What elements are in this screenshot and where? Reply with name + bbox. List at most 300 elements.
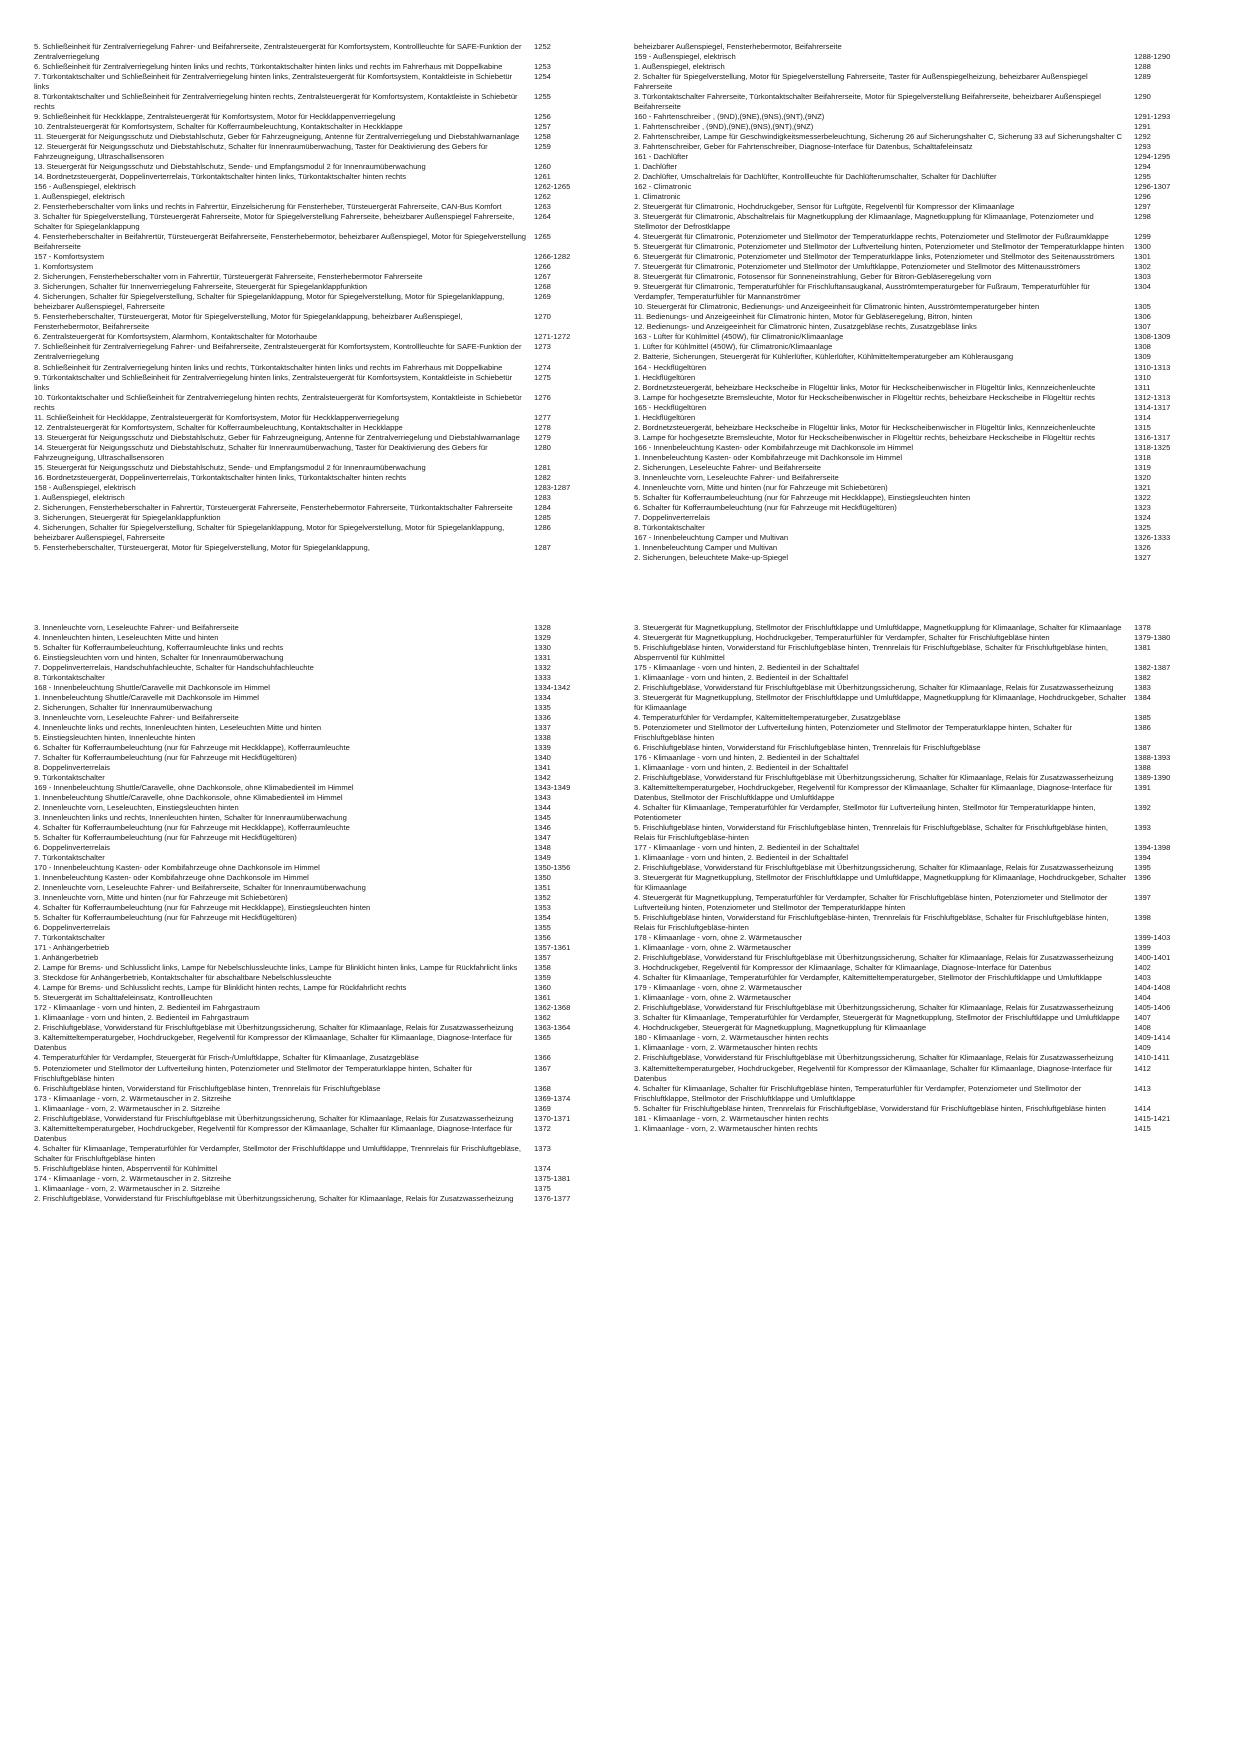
index-entry-pages: 1318 — [1134, 452, 1151, 462]
index-entry-pages: 1265 — [534, 232, 551, 242]
index-entry — [34, 1114, 606, 1124]
index-entry-pages: 1256 — [534, 112, 551, 122]
index-entry-pages: 1362 — [534, 1013, 551, 1023]
index-entry-label: 3. Sicherungen, Steuergerät für Spiegelanklappfunktion — [34, 512, 221, 522]
index-entry — [34, 393, 606, 413]
index-entry-label: 4. Lampe für Brems- und Schlusslicht rechts, Lampe für Blinklicht hinten rechts, Lampe für Rückfahrlicht rechts — [34, 983, 407, 993]
index-entry-label: 2. Dachlüfter, Umschaltrelais für Dachlüfter, Kontrollleuchte für Dachlüfterumschalter, Schalter für Dachlüfter — [634, 172, 997, 182]
index-entry — [634, 673, 1206, 683]
index-entry-pages: 1285 — [534, 512, 551, 522]
index-entry-label: 2. Frischluftgebläse, Vorwiderstand für Frischluftgebläse mit Überhitzungssicherung, Schalter für Klimaanlage, Relais für Zusatzwasserheizung — [34, 1193, 514, 1203]
index-entry-pages: 1399 — [1134, 943, 1151, 953]
index-entry — [34, 513, 606, 523]
index-entry — [634, 252, 1206, 262]
index-entry — [34, 92, 606, 112]
index-entry — [34, 332, 606, 342]
index-entry-pages: 1301 — [1134, 252, 1151, 262]
index-entry — [634, 743, 1206, 753]
index-entry-label: 10. Zentralsteuergerät für Komfortsystem, Schalter für Kofferraumbeleuchtung, Kontaktschalter in Heckklappe — [34, 122, 403, 132]
index-entry — [34, 122, 606, 132]
index-entry-label: 8. Schließeinheit für Zentralverriegelung hinten links und rechts, Türkontaktschalter hinten links und rechts im Fahrerhaus mit Doppelkabine — [34, 362, 503, 372]
index-entry-pages: 1379-1380 — [1134, 632, 1171, 642]
index-entry-label: 7. Türkontaktschalter und Schließeinheit für Zentralverriegelung hinten links, Zentralsteuergerät für Komfortsystem, Kontaktleiste in Schiebetür links — [34, 72, 513, 92]
index-entry — [634, 383, 1206, 393]
index-entry-pages: 1387 — [1134, 743, 1151, 752]
upper-left-column — [34, 42, 606, 563]
index-entry — [34, 62, 606, 72]
index-entry-label: 3. Steckdose für Anhängerbetrieb, Kontaktschalter für abschaltbare Nebelschlussleuchte — [34, 973, 332, 983]
index-entry-pages: 1354 — [534, 913, 551, 923]
index-entry — [34, 643, 606, 653]
index-entry-pages: 1381 — [1134, 642, 1151, 652]
index-entry-label: 3. Steuergerät für Magnetkupplung, Stellmotor der Frischluftklappe und Umluftklappe, Magnetkupplung für Klimaanlage, Hochdruckgeber, Schalter für Klimaanlage — [634, 692, 1127, 712]
index-entry — [34, 493, 606, 503]
index-entry — [34, 763, 606, 773]
index-entry-label: 2. Innenleuchte vorn, Leseleuchte Fahrer- und Beifahrerseite, Schalter für Innenraumüberwachung — [34, 883, 366, 893]
index-entry — [634, 983, 1206, 993]
index-entry-label: 1. Lüfter für Kühlmittel (450W), für Climatronic/Klimaanlage — [634, 342, 833, 352]
index-entry-pages: 1384 — [1134, 692, 1151, 702]
index-entry — [634, 132, 1206, 142]
index-entry-label: 4. Steuergerät für Magnetkupplung, Temperaturfühler für Verdampfer, Schalter für Frischluftgebläse hinten, Potenziometer und Stellmotor der Luftverteilung hinten, Potenziometer und Stellmotor der Temperaturklappe hinten — [634, 893, 1108, 913]
index-entry-pages: 1290 — [1134, 92, 1151, 102]
index-entry-pages: 1375 — [534, 1183, 551, 1193]
index-entry-label: 3. Innenleuchte vorn, Mitte und hinten (nur für Fahrzeuge mit Schiebetüren) — [34, 893, 288, 903]
index-entry — [34, 893, 606, 903]
index-entry-pages: 1308 — [1134, 342, 1151, 352]
index-entry-pages: 1314 — [1134, 412, 1151, 422]
index-entry-pages: 1333 — [534, 672, 551, 682]
index-entry-label: 5. Schalter für Kofferraumbeleuchtung (nur für Fahrzeuge mit Heckklappe), Einstiegsleuchten hinten — [634, 492, 971, 502]
index-entry — [34, 433, 606, 443]
index-entry — [634, 803, 1206, 823]
index-entry — [634, 1104, 1206, 1114]
index-entry-pages: 1312-1313 — [1134, 392, 1171, 402]
index-entry-pages: 1322 — [1134, 492, 1151, 502]
index-entry-label: 5. Schalter für Kofferraumbeleuchtung, Kofferraumleuchte links und rechts — [34, 642, 284, 652]
index-entry-label: 2. Steuergerät für Climatronic, Hochdruckgeber, Sensor für Luftgüte, Regelventil für Kompressor der Klimaanlage — [634, 202, 1015, 212]
index-entry-pages: 1266 — [534, 262, 551, 272]
index-entry-label: 1. Klimaanlage - vorn und hinten, 2. Bedienteil im Fahrgastraum — [34, 1013, 249, 1023]
index-entry — [634, 963, 1206, 973]
index-entry — [34, 373, 606, 393]
index-entry-label: 3. Kältemitteltemperaturgeber, Hochdruckgeber, Regelventil für Kompressor der Klimaanlage, Schalter für Klimaanlage, Diagnose-Interface für Datenbus — [34, 1033, 513, 1053]
index-entry-label: 2. Sicherungen, beleuchtete Make-up-Spiegel — [634, 552, 789, 562]
index-entry-pages: 1365 — [534, 1033, 551, 1043]
index-entry — [634, 212, 1206, 232]
index-entry-label: 2. Bordnetzsteuergerät, beheizbare Heckscheibe in Flügeltür links, Motor für Heckscheibenwischer in Flügeltür links, Kennzeichenleuchte — [634, 382, 1096, 392]
index-entry — [634, 463, 1206, 473]
index-entry-pages: 1363-1364 — [534, 1023, 571, 1033]
index-entry-pages: 1361 — [534, 993, 551, 1003]
index-entry-label: 1. Komfortsystem — [34, 262, 94, 272]
index-entry — [634, 633, 1206, 643]
index-entry — [634, 473, 1206, 483]
index-entry — [34, 1053, 606, 1063]
index-entry-label: 7. Türkontaktschalter — [34, 853, 105, 863]
index-entry-label: 6. Frischluftgebläse hinten, Vorwiderstand für Frischluftgebläse hinten, Trennrelais für Frischluftgebläse — [634, 743, 981, 752]
index-entry — [634, 1114, 1206, 1124]
index-entry — [634, 42, 1206, 52]
index-entry — [34, 993, 606, 1003]
index-entry — [34, 933, 606, 943]
index-entry-label: 176 - Klimaanlage - vorn und hinten, 2. Bedienteil in der Schalttafel — [634, 753, 859, 763]
index-entry-label: 3. Kältemitteltemperaturgeber, Hochdruckgeber, Regelventil für Kompressor der Klimaanlage, Schalter für Klimaanlage, Diagnose-Interface für Datenbus, Stellmotor der Frischluftklappe und Umluftklappe — [634, 783, 1113, 803]
index-entry — [34, 112, 606, 122]
index-entry — [634, 1053, 1206, 1063]
index-entry-pages: 1274 — [534, 362, 551, 372]
index-entry-pages: 1269 — [534, 292, 551, 302]
index-entry-pages: 1369-1374 — [534, 1093, 571, 1103]
index-entry — [634, 763, 1206, 773]
index-entry — [634, 393, 1206, 403]
index-entry-pages: 1283 — [534, 492, 551, 502]
index-entry-pages: 1277 — [534, 412, 551, 422]
index-entry-label: 1. Klimaanlage - vorn, 2. Wärmetauscher in 2. Sitzreihe — [34, 1183, 221, 1193]
index-entry-pages: 1394 — [1134, 853, 1151, 863]
index-entry-label: 3. Lampe für hochgesetzte Bremsleuchte, Motor für Heckscheibenwischer in Flügeltür rechts, beheizbare Heckscheibe in Flügeltür rechts — [634, 392, 1095, 402]
index-entry-pages: 1353 — [534, 903, 551, 913]
index-entry-pages: 1295 — [1134, 172, 1151, 182]
index-entry — [634, 783, 1206, 803]
index-entry — [34, 793, 606, 803]
index-entry — [634, 533, 1206, 543]
index-entry-pages: 1350-1356 — [534, 863, 571, 873]
index-entry-label: 161 - Dachlüfter — [634, 152, 689, 162]
index-entry — [634, 823, 1206, 843]
index-entry-pages: 1366 — [534, 1053, 551, 1063]
index-entry-pages: 1314-1317 — [1134, 402, 1171, 412]
index-entry — [634, 312, 1206, 322]
index-entry-label: 4. Schalter für Klimaanlage, Schalter für Frischluftgebläse hinten, Temperaturfühler für Verdampfer, Potenziometer und Stellmotor der Frischluftklappe, Stellmotor der Frischluftklappe und Umluftklappe — [634, 1083, 1082, 1103]
index-entry-label: 2. Sicherungen, Leseleuchte Fahrer- und Beifahrerseite — [634, 462, 822, 472]
index-entry-pages: 1266-1282 — [534, 252, 571, 262]
index-entry-label: 178 - Klimaanlage - vorn, ohne 2. Wärmetauscher — [634, 933, 802, 943]
index-entry-label: 2. Frischluftgebläse, Vorwiderstand für Frischluftgebläse mit Überhitzungssicherung, Schalter für Klimaanlage, Relais für Zusatzwasserheizung — [634, 1003, 1114, 1013]
index-entry-label: 5. Frischluftgebläse hinten, Absperrventil für Kühlmittel — [34, 1163, 218, 1173]
index-entry — [34, 663, 606, 673]
index-entry-pages: 1255 — [534, 92, 551, 102]
index-entry-pages: 1296-1307 — [1134, 182, 1171, 192]
index-entry — [34, 773, 606, 783]
index-entry-label: 6. Einstiegsleuchten vorn und hinten, Schalter für Innenraumüberwachung — [34, 652, 284, 662]
index-entry-label: 9. Türkontaktschalter und Schließeinheit für Zentralverriegelung hinten links, Zentralsteuergerät für Komfortsystem, Kontaktleiste in Schiebetür links — [34, 372, 513, 392]
index-entry-label: 12. Zentralsteuergerät für Komfortsystem, Schalter für Kofferraumbeleuchtung, Kontaktschalter in Heckklappe — [34, 422, 403, 432]
index-entry-label: 15. Steuergerät für Neigungsschutz und Diebstahlschutz, Sende- und Empfangsmodul 2 für Innenraumüberwachung — [34, 462, 426, 472]
index-entry-pages: 1286 — [534, 522, 551, 532]
index-entry — [34, 1144, 606, 1164]
index-entry-pages: 1292 — [1134, 132, 1151, 142]
index-entry-pages: 1409-1414 — [1134, 1033, 1171, 1043]
index-entry-label: 12. Bedienungs- und Anzeigeeinheit für Climatronic hinten, Zusatzgebläse rechts, Zusatzgebläse links — [634, 322, 977, 332]
index-entry-label: 162 - Climatronic — [634, 182, 692, 192]
index-entry — [34, 943, 606, 953]
index-entry-label: 179 - Klimaanlage - vorn, ohne 2. Wärmetauscher — [634, 983, 802, 993]
index-entry — [34, 733, 606, 743]
index-entry-pages: 1273 — [534, 342, 551, 352]
index-entry-pages: 1252 — [534, 42, 551, 51]
index-entry-label: 2. Innenleuchte vorn, Leseleuchten, Einstiegsleuchten hinten — [34, 803, 239, 813]
index-entry-pages: 1355 — [534, 923, 551, 933]
index-entry-label: 5. Potenziometer und Stellmotor der Luftverteilung hinten, Potenziometer und Stellmotor der Temperaturklappe hinten, Schalter für Frischluftgebläse hinten — [634, 722, 1073, 742]
index-entry — [34, 743, 606, 753]
index-entry-label: 1. Klimaanlage - vorn und hinten, 2. Bedienteil in der Schalttafel — [634, 763, 849, 773]
index-entry-label: 4. Schalter für Klimaanlage, Temperaturfühler für Verdampfer, Kältemitteltemperaturgeber, Stellmotor der Frischluftklappe und Umluftklappe — [634, 973, 1102, 983]
index-entry — [634, 322, 1206, 332]
index-entry-pages: 1308-1309 — [1134, 332, 1171, 342]
index-entry-label: 6. Steuergerät für Climatronic, Potenziometer und Stellmotor der Temperaturklappe links, Potenziometer und Stellmotor des Seitenausströmers — [634, 252, 1115, 262]
index-entry — [634, 953, 1206, 963]
index-entry-pages: 1283-1287 — [534, 482, 571, 492]
index-entry — [34, 1194, 606, 1204]
index-entry-label: 5. Steuergerät für Climatronic, Potenziometer und Stellmotor der Luftverteilung hinten, Potenziometer und Stellmotor der Temperaturklappe hinten — [634, 242, 1124, 252]
index-entry-pages: 1386 — [1134, 722, 1151, 732]
index-entry-pages: 1280 — [534, 442, 551, 452]
index-entry-label: 12. Steuergerät für Neigungsschutz und Diebstahlschutz, Schalter für Innenraumüberwachung, Taster für Deaktivierung des Gebers für Fahrzeugneigung, Ultraschallsensoren — [34, 142, 488, 162]
index-entry-label: 1. Innenbeleuchtung Kasten- oder Kombifahrzeuge mit Dachkonsole im Himmel — [634, 452, 903, 462]
index-entry-label: 2. Frischluftgebläse, Vorwiderstand für Frischluftgebläse mit Überhitzungssicherung, Schalter für Klimaanlage, Relais für Zusatzwasserheizung — [634, 773, 1114, 783]
index-entry — [634, 423, 1206, 433]
index-entry-pages: 1262 — [534, 192, 551, 202]
index-entry — [634, 342, 1206, 352]
index-entry-pages: 1289 — [1134, 72, 1151, 82]
index-entry-label: 5. Fensterheberschalter, Türsteuergerät, Motor für Spiegelverstellung, Motor für Spiegelanklappung, — [34, 542, 370, 552]
index-entry — [34, 312, 606, 332]
index-entry — [634, 1124, 1206, 1134]
index-entry — [34, 232, 606, 252]
index-entry — [34, 1104, 606, 1114]
index-entry — [34, 1033, 606, 1053]
index-entry — [634, 453, 1206, 463]
index-entry-pages: 1306 — [1134, 312, 1151, 322]
index-entry-pages: 1281 — [534, 462, 551, 472]
index-entry-label: 1. Klimaanlage - vorn, 2. Wärmetauscher in 2. Sitzreihe — [34, 1103, 221, 1113]
index-entry-label: 3. Steuergerät für Climatronic, Abschaltrelais für Magnetkupplung der Klimaanlage, Magnetkupplung für Klimaanlage, Potenziometer und Stellmotor der Defrostklappe — [634, 212, 1094, 232]
index-entry-pages: 1403 — [1134, 973, 1151, 983]
index-entry-pages: 1319 — [1134, 462, 1151, 472]
index-entry-pages: 1415-1421 — [1134, 1113, 1171, 1123]
index-entry — [34, 252, 606, 262]
index-entry — [34, 753, 606, 763]
index-entry — [34, 1164, 606, 1174]
index-entry-pages: 1348 — [534, 843, 551, 853]
index-entry-pages: 1412 — [1134, 1063, 1151, 1073]
index-entry-label: 6. Schalter für Kofferraumbeleuchtung (nur für Fahrzeuge mit Heckklappe), Kofferraumleuchte — [34, 743, 350, 752]
index-entry — [34, 823, 606, 833]
index-entry — [34, 463, 606, 473]
index-entry-pages: 1282 — [534, 472, 551, 482]
index-entry-label: 5. Schließeinheit für Zentralverriegelung Fahrer- und Beifahrerseite, Zentralsteuergerät für Komfortsystem, Kontrollleuchte für SAFE-Funktion der Zentralverriegelung — [34, 42, 522, 62]
index-entry-pages: 1408 — [1134, 1023, 1151, 1033]
index-entry-label: 5. Schalter für Frischluftgebläse hinten, Trennrelais für Frischluftgebläse, Vorwiderstand für Frischluftgebläse hinten, Frischluftgebläse hinten — [634, 1103, 1106, 1113]
index-entry-pages: 1383 — [1134, 682, 1151, 692]
index-entry-pages: 1396 — [1134, 873, 1151, 883]
index-entry-pages: 1391 — [1134, 783, 1151, 793]
index-entry — [634, 413, 1206, 423]
index-entry-label: 2. Fensterheberschalter vorn links und rechts in Fahrertür, Einzelsicherung für Fensterheber, Türsteuergerät Fahrerseite, CAN-Bus Komfort — [34, 202, 502, 212]
index-entry-label: 3. Fahrtenschreiber, Geber für Fahrtenschreiber, Diagnose-Interface für Datenbus, Schalttafeleinsatz — [634, 142, 973, 152]
index-entry — [34, 182, 606, 192]
index-entry-pages: 1397 — [1134, 893, 1151, 903]
index-entry — [634, 553, 1206, 563]
index-entry-pages: 1404 — [1134, 993, 1151, 1003]
index-entry-pages: 1395 — [1134, 863, 1151, 873]
index-entry-label: 2. Bordnetzsteuergerät, beheizbare Heckscheibe in Flügeltür links, Motor für Heckscheibenwischer in Flügeltür links, Kennzeichenleuchte — [634, 422, 1096, 432]
index-entry-label: 11. Schließeinheit für Heckklappe, Zentralsteuergerät für Komfortsystem, Motor für Heckklappenverriegelung — [34, 412, 399, 422]
index-entry-label: 3. Lampe für hochgesetzte Bremsleuchte, Motor für Heckscheibenwischer in Flügeltür rechts, beheizbare Heckscheibe in Flügeltür rechts — [634, 432, 1095, 442]
index-entry — [634, 403, 1206, 413]
index-entry-pages: 1291 — [1134, 122, 1151, 132]
index-entry-label: 4. Schalter für Klimaanlage, Temperaturfühler für Verdampfer, Stellmotor der Frischluftklappe und Umluftklappe, Trennrelais für Frischluftgebläse, Schalter für Frischluftgebläse hinten — [34, 1143, 521, 1163]
content-block-upper — [34, 42, 1206, 563]
index-entry-pages: 1405-1406 — [1134, 1003, 1171, 1013]
index-entry-pages: 1271-1272 — [534, 332, 571, 342]
index-entry-label: 3. Türkontaktschalter Fahrerseite, Türkontaktschalter Beifahrerseite, Motor für Spiegelverstellung Beifahrerseite, beheizbarer Außenspiegel Beifahrerseite — [634, 92, 1101, 112]
index-entry-pages: 1345 — [534, 813, 551, 823]
index-entry-pages: 1288-1290 — [1134, 52, 1171, 62]
index-entry — [634, 232, 1206, 242]
index-entry-pages: 1262-1265 — [534, 182, 571, 192]
index-entry — [34, 1124, 606, 1144]
index-entry — [34, 342, 606, 362]
index-entry-pages: 1341 — [534, 763, 551, 773]
index-entry — [634, 62, 1206, 72]
index-entry-pages: 1358 — [534, 963, 551, 973]
index-entry-label: beheizbarer Außenspiegel, Fensterhebermotor, Beifahrerseite — [634, 42, 842, 51]
index-entry-pages: 1382 — [1134, 672, 1151, 682]
index-entry — [34, 913, 606, 923]
index-entry — [634, 142, 1206, 152]
index-entry-pages: 1284 — [534, 502, 551, 512]
index-entry-pages: 1331 — [534, 652, 551, 662]
index-entry-pages: 1299 — [1134, 232, 1151, 242]
index-entry-pages: 1389-1390 — [1134, 773, 1171, 783]
index-entry-pages: 1357-1361 — [534, 943, 571, 953]
index-entry — [34, 713, 606, 723]
index-entry — [634, 302, 1206, 312]
index-entry-pages: 1343 — [534, 793, 551, 803]
index-entry-label: 7. Steuergerät für Climatronic, Potenziometer und Stellmotor der Umluftklappe, Potenziometer und Stellmotor des Mittenausströmers — [634, 262, 1081, 272]
index-entry-label: 4. Temperaturfühler für Verdampfer, Kältemitteltemperaturgeber, Zusatzgebläse — [634, 712, 901, 722]
index-entry — [634, 72, 1206, 92]
index-entry-pages: 1398 — [1134, 913, 1151, 923]
index-entry — [34, 423, 606, 433]
index-entry-label: 1. Klimaanlage - vorn, 2. Wärmetauscher hinten rechts — [634, 1123, 818, 1133]
index-entry-pages: 1326 — [1134, 542, 1151, 552]
index-entry — [34, 523, 606, 543]
index-entry-pages: 1342 — [534, 773, 551, 783]
index-entry — [34, 623, 606, 633]
index-entry — [634, 543, 1206, 553]
index-entry-label: 4. Hochdruckgeber, Steuergerät für Magnetkupplung, Magnetkupplung für Klimaanlage — [634, 1023, 927, 1033]
index-entry-label: 166 - Innenbeleuchtung Kasten- oder Kombifahrzeuge mit Dachkonsole im Himmel — [634, 442, 914, 452]
index-entry — [34, 1094, 606, 1104]
index-entry — [634, 873, 1206, 893]
index-entry — [34, 693, 606, 703]
index-entry-pages: 1362-1368 — [534, 1003, 571, 1013]
index-entry-label: 16. Bordnetzsteuergerät, Doppelinverterrelais, Türkontaktschalter hinten links, Türkontaktschalter hinten rechts — [34, 472, 407, 482]
index-entry-pages: 1254 — [534, 72, 551, 82]
index-entry — [34, 703, 606, 713]
index-entry-pages: 1346 — [534, 823, 551, 833]
index-entry-label: 1. Außenspiegel, elektrisch — [634, 62, 725, 72]
index-entry-pages: 1258 — [534, 132, 551, 142]
index-entry — [34, 212, 606, 232]
index-entry-pages: 1367 — [534, 1063, 551, 1073]
index-entry-label: 8. Türkontaktschalter — [634, 522, 705, 532]
index-entry-label: 4. Sicherungen, Schalter für Spiegelverstellung, Schalter für Spiegelanklappung, Motor für Spiegelverstellung, Motor für Spiegelanklappung, beheizbarer Außenspiegel, Fahrerseite — [34, 522, 505, 542]
index-entry-pages: 1404-1408 — [1134, 983, 1171, 993]
index-entry-pages: 1394-1398 — [1134, 843, 1171, 853]
content-block-lower — [34, 623, 1206, 1204]
index-entry — [634, 1033, 1206, 1043]
index-entry-pages: 1360 — [534, 983, 551, 993]
index-entry-label: 4. Schalter für Klimaanlage, Temperaturfühler für Verdampfer, Stellmotor für Luftverteilung hinten, Stellmotor für Temperaturklappe hinten, Potentiometer — [634, 803, 1096, 823]
index-entry — [34, 873, 606, 883]
index-entry-pages: 1310 — [1134, 372, 1151, 382]
index-entry-label: 2. Lampe für Brems- und Schlusslicht links, Lampe für Nebelschlussleuchte links, Lampe für Blinklicht hinten links, Lampe für Rückfahrlicht links — [34, 963, 518, 973]
index-entry-pages: 1257 — [534, 122, 551, 132]
index-entry — [34, 282, 606, 292]
index-entry — [634, 373, 1206, 383]
index-entry-pages: 1318-1325 — [1134, 442, 1171, 452]
index-entry — [634, 192, 1206, 202]
index-entry-pages: 1320 — [1134, 472, 1151, 482]
index-entry — [34, 1174, 606, 1184]
index-entry-label: 4. Steuergerät für Climatronic, Potenziometer und Stellmotor der Temperaturklappe rechts, Potenziometer und Stellmotor der Fußraumklappe — [634, 232, 1109, 242]
index-entry-label: 2. Frischluftgebläse, Vorwiderstand für Frischluftgebläse mit Überhitzungssicherung, Schalter für Klimaanlage, Relais für Zusatzwasserheizung — [34, 1023, 514, 1033]
index-entry-label: 11. Bedienungs- und Anzeigeeinheit für Climatronic hinten, Motor für Gebläseregelung, Bitron, hinten — [634, 312, 973, 322]
index-entry-label: 4. Sicherungen, Schalter für Spiegelverstellung, Schalter für Spiegelanklappung, Motor für Spiegelverstellung, Motor für Spiegelanklappung, beheizbarer Außenspiegel, Fahrerseite — [34, 292, 505, 312]
index-entry-label: 4. Innenleuchte links und rechts, Innenleuchten hinten, Leseleuchten Mitte und hinten — [34, 722, 322, 732]
index-entry — [34, 1064, 606, 1084]
index-entry-label: 6. Doppelinverterrelais — [34, 843, 110, 853]
index-entry — [34, 953, 606, 963]
index-entry-label: 14. Bordnetzsteuergerät, Doppelinverterrelais, Türkontaktschalter hinten links, Türkontaktschalter hinten rechts — [34, 172, 407, 182]
index-entry — [634, 162, 1206, 172]
index-entry — [34, 1084, 606, 1094]
index-entry-label: 7. Doppelinverterrelais, Handschuhfachleuchte, Schalter für Handschuhfachleuchte — [34, 662, 314, 672]
index-entry-pages: 1344 — [534, 803, 551, 813]
index-entry-label: 5. Schalter für Kofferraumbeleuchtung (nur für Fahrzeuge mit Heckflügeltüren) — [34, 913, 297, 923]
index-entry-pages: 1370-1371 — [534, 1113, 571, 1123]
index-entry — [634, 1023, 1206, 1033]
index-entry-label: 4. Schalter für Kofferraumbeleuchtung (nur für Fahrzeuge mit Heckklappe), Kofferraumleuchte — [34, 823, 350, 833]
index-entry-pages: 1328 — [534, 622, 551, 632]
index-entry — [634, 152, 1206, 162]
index-entry-label: 5. Fensterheberschalter, Türsteuergerät, Motor für Spiegelverstellung, Motor für Spiegelanklappung, beheizbarer Außenspiegel, Fensterhebermotor, Beifahrerseite — [34, 312, 463, 332]
index-entry-label: 5. Frischluftgebläse hinten, Vorwiderstand für Frischluftgebläse-hinten, Trennrelais für Frischluftgebläse, Schalter für Frischluftgebläse hinten, Relais für Frischluftgebläse-hinten — [634, 913, 1109, 933]
index-entry-label: 1. Dachlüfter — [634, 162, 678, 172]
index-entry-label: 1. Climatronic — [634, 192, 681, 202]
index-entry — [34, 473, 606, 483]
index-entry-label: 180 - Klimaanlage - vorn, 2. Wärmetauscher hinten rechts — [634, 1033, 829, 1043]
index-entry — [34, 903, 606, 913]
index-entry-pages: 1337 — [534, 722, 551, 732]
index-entry-pages: 1278 — [534, 422, 551, 432]
index-entry-label: 164 - Heckflügeltüren — [634, 362, 707, 372]
index-entry — [34, 833, 606, 843]
index-entry — [634, 112, 1206, 122]
index-entry-pages: 1305 — [1134, 302, 1151, 312]
index-entry — [34, 843, 606, 853]
index-entry — [34, 683, 606, 693]
lower-right-column — [634, 623, 1206, 1204]
index-entry — [34, 783, 606, 793]
index-entry-label: 157 - Komfortsystem — [34, 252, 105, 262]
index-entry-pages: 1388 — [1134, 763, 1151, 773]
index-entry-label: 3. Schalter für Spiegelverstellung, Türsteuergerät Fahrerseite, Motor für Spiegelverstellung Fahrerseite, beheizbarer Außenspiegel Fahrerseite, Schalter für Spiegelanklappung — [34, 212, 515, 232]
